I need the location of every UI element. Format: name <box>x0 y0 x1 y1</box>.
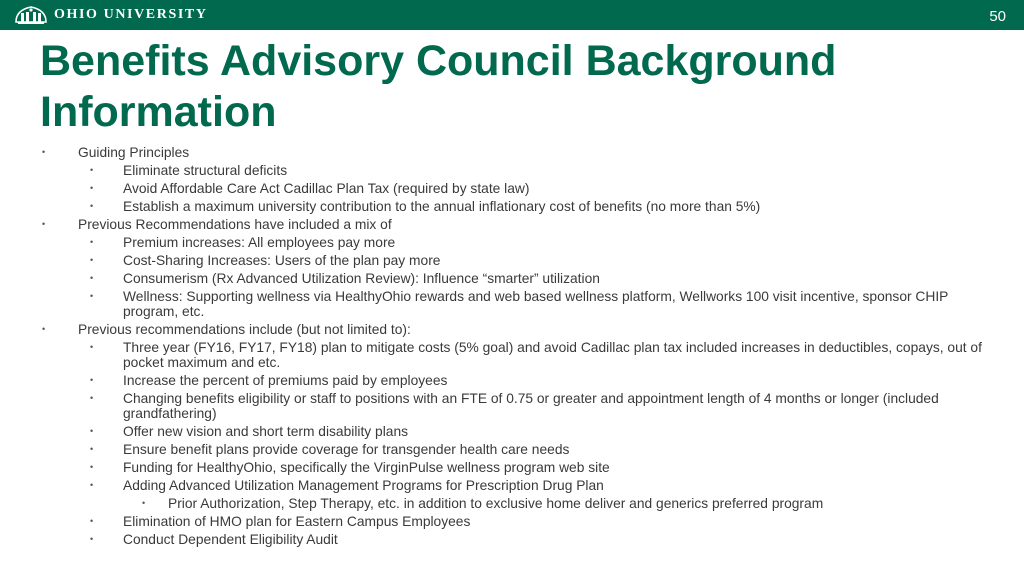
list-item-text: Avoid Affordable Care Act Cadillac Plan Tax (required by state law) <box>123 181 530 196</box>
list-item <box>0 478 1024 493</box>
list-item-text: Previous recommendations include (but not limited to): <box>78 322 411 337</box>
list-item-text: Wellness: Supporting wellness via HealthyOhio rewards and web based wellness platform, Wellworks 100 visit incentive, sponsor CHIP program, etc. <box>123 289 949 319</box>
logo-wordmark: OHIO UNIVERSITY <box>54 7 208 22</box>
list-item <box>0 253 1024 268</box>
list-item-text: Increase the percent of premiums paid by employees <box>123 373 448 388</box>
list-item <box>0 514 1024 529</box>
list-item-text: Changing benefits eligibility or staff to positions with an FTE of 0.75 or greater and appointment length of 4 months or longer (included grandfathering) <box>123 391 939 421</box>
list-item-text: Eliminate structural deficits <box>123 163 288 178</box>
list-item <box>0 199 1024 214</box>
list-item-text: Cost-Sharing Increases: Users of the plan pay more <box>123 253 441 268</box>
bullet-icon: • <box>42 219 46 229</box>
bullet-icon: • <box>90 375 94 385</box>
ohio-university-logo[interactable] <box>14 4 208 26</box>
list-item-text: Three year (FY16, FY17, FY18) plan to mitigate costs (5% goal) and avoid Cadillac plan tax included increases in deductibles, copays, out of pocket maximum and etc. <box>123 340 982 370</box>
header-bar <box>0 0 1024 30</box>
list-item-text: Funding for HealthyOhio, specifically the VirginPulse wellness program web site <box>123 460 610 475</box>
list-item <box>0 322 1024 337</box>
bullet-icon: • <box>90 255 94 265</box>
list-item-text: Conduct Dependent Eligibility Audit <box>123 532 338 547</box>
bullet-icon: • <box>90 462 94 472</box>
bullet-icon: • <box>90 342 94 352</box>
bullet-icon: • <box>90 534 94 544</box>
university-seal-icon <box>14 4 48 26</box>
bullet-icon: • <box>142 498 146 508</box>
bullet-icon: • <box>90 426 94 436</box>
list-item-text: Elimination of HMO plan for Eastern Campus Employees <box>123 514 471 529</box>
slide-title: Benefits Advisory Council Background Information <box>40 37 837 136</box>
list-item-text: Offer new vision and short term disability plans <box>123 424 409 439</box>
list-item <box>0 340 1024 370</box>
bullet-icon: • <box>90 201 94 211</box>
list-item <box>0 373 1024 388</box>
list-item-text: Prior Authorization, Step Therapy, etc. in addition to exclusive home deliver and generics preferred program <box>168 496 824 511</box>
list-item-text: Previous Recommendations have included a mix of <box>78 217 392 232</box>
list-item-text: Guiding Principles <box>78 145 190 160</box>
list-item-text: Establish a maximum university contribution to the annual inflationary cost of benefits (no more than 5%) <box>123 199 761 214</box>
slide-number: 50 <box>989 8 1006 25</box>
bullet-icon: • <box>90 480 94 490</box>
bullet-icon: • <box>90 516 94 526</box>
list-item <box>0 145 1024 160</box>
list-item <box>0 235 1024 250</box>
bullet-icon: • <box>42 324 46 334</box>
list-item <box>0 217 1024 232</box>
list-item <box>0 532 1024 547</box>
list-item <box>0 163 1024 178</box>
bullet-icon: • <box>90 165 94 175</box>
bullet-icon: • <box>90 291 94 301</box>
list-item-text: Ensure benefit plans provide coverage for transgender health care needs <box>123 442 570 457</box>
list-item <box>0 496 1024 511</box>
bullet-icon: • <box>90 393 94 403</box>
list-item-text: Premium increases: All employees pay more <box>123 235 396 250</box>
bullet-list <box>0 145 1024 550</box>
list-item-text: Consumerism (Rx Advanced Utilization Review): Influence “smarter” utilization <box>123 271 600 286</box>
list-item <box>0 289 1024 319</box>
list-item <box>0 271 1024 286</box>
bullet-icon: • <box>90 183 94 193</box>
list-item <box>0 181 1024 196</box>
list-item <box>0 460 1024 475</box>
list-item <box>0 442 1024 457</box>
list-item-text: Adding Advanced Utilization Management Programs for Prescription Drug Plan <box>123 478 604 493</box>
bullet-icon: • <box>90 237 94 247</box>
list-item <box>0 424 1024 439</box>
bullet-icon: • <box>90 444 94 454</box>
list-item <box>0 391 1024 421</box>
bullet-icon: • <box>42 147 46 157</box>
bullet-icon: • <box>90 273 94 283</box>
